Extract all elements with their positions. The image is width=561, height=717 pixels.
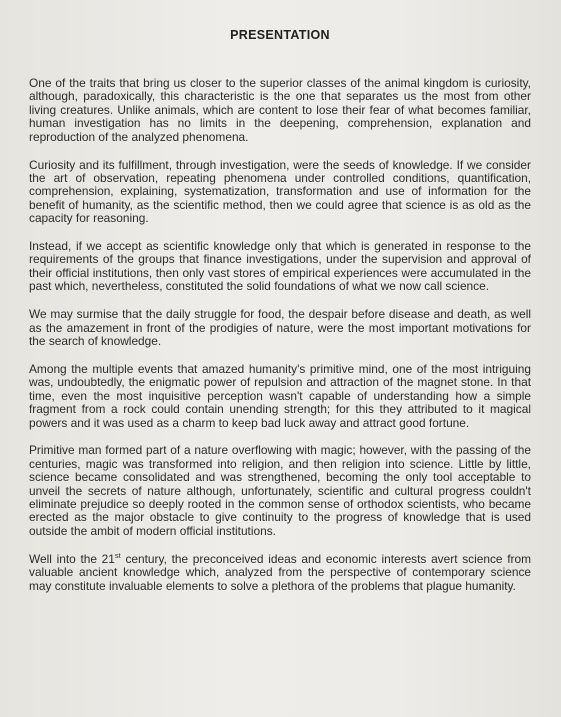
paragraph-7-end: century, the preconceived ideas and economic interests avert science from valuable ancient knowledge which, analyzed from the perspective of contemporary science may constitute invaluable elements to solve a plethora of the problems that plague humanity. — [29, 551, 531, 593]
paragraph-4: We may surmise that the daily struggle for food, the despair before disease and death, as well as the amazement in front of the prodigies of nature, were the most important motivations for the search of knowledge. — [29, 307, 531, 348]
paragraph-6: Primitive man formed part of a nature overflowing with magic; however, with the passing of the centuries, magic was transformed into religion, and then religion into science. Little by little, science became consolidated and was strengthened, becoming the only tool acceptable to unveil the secrets of nature although, unfortunately, scientific and cultural progress couldn't eliminate prejudice so deeply rooted in the common sense of orthodox scientists, who became erected as the major obstacle to give continuity to the progress of knowledge that is used outside the ambit of modern official institutions. — [29, 443, 531, 538]
paragraph-1: One of the traits that bring us closer to the superior classes of the animal kingdom is curiosity, although, paradoxically, this characteristic is the one that separates us the most from other living creatures. Unlike animals, which are content to lose their fear of what becomes familiar, human investigation has no limits in the deepening, comprehension, explanation and reproduction of the analyzed phenomena. — [29, 76, 531, 144]
paragraph-3: Instead, if we accept as scientific knowledge only that which is generated in response to the requirements of the groups that finance investigations, under the supervision and approval of their official institutions, then only vast stores of empirical experiences were accumulated in the past which, nevertheless, constituted the solid foundations of what we now call science. — [29, 239, 531, 294]
paragraph-7-start: Well into the 21 — [29, 551, 115, 566]
paragraph-7 — [29, 550, 531, 593]
paragraph-5: Among the multiple events that amazed humanity's primitive mind, one of the most intriguing was, undoubtedly, the enigmatic power of repulsion and attraction of the magnet stone. In that time, even the most inquisitive perception wasn't capable of understanding how a simple fragment from a rock could contain unending strength; for this they attributed to it magical powers and it was used as a charm to keep bad luck away and attract good fortune. — [29, 361, 531, 430]
ordinal-superscript: st — [114, 550, 121, 560]
page-title: PRESENTATION — [230, 28, 330, 42]
paragraph-2: Curiosity and its fulfillment, through investigation, were the seeds of knowledge. If we consider the art of observation, repeating phenomena under controlled conditions, quantification, comprehension, explaining, systematization, transformation and use of information for the benefit of humanity, as the scientific method, then we could agree that science is as old as the capacity for reasoning. — [29, 157, 531, 226]
